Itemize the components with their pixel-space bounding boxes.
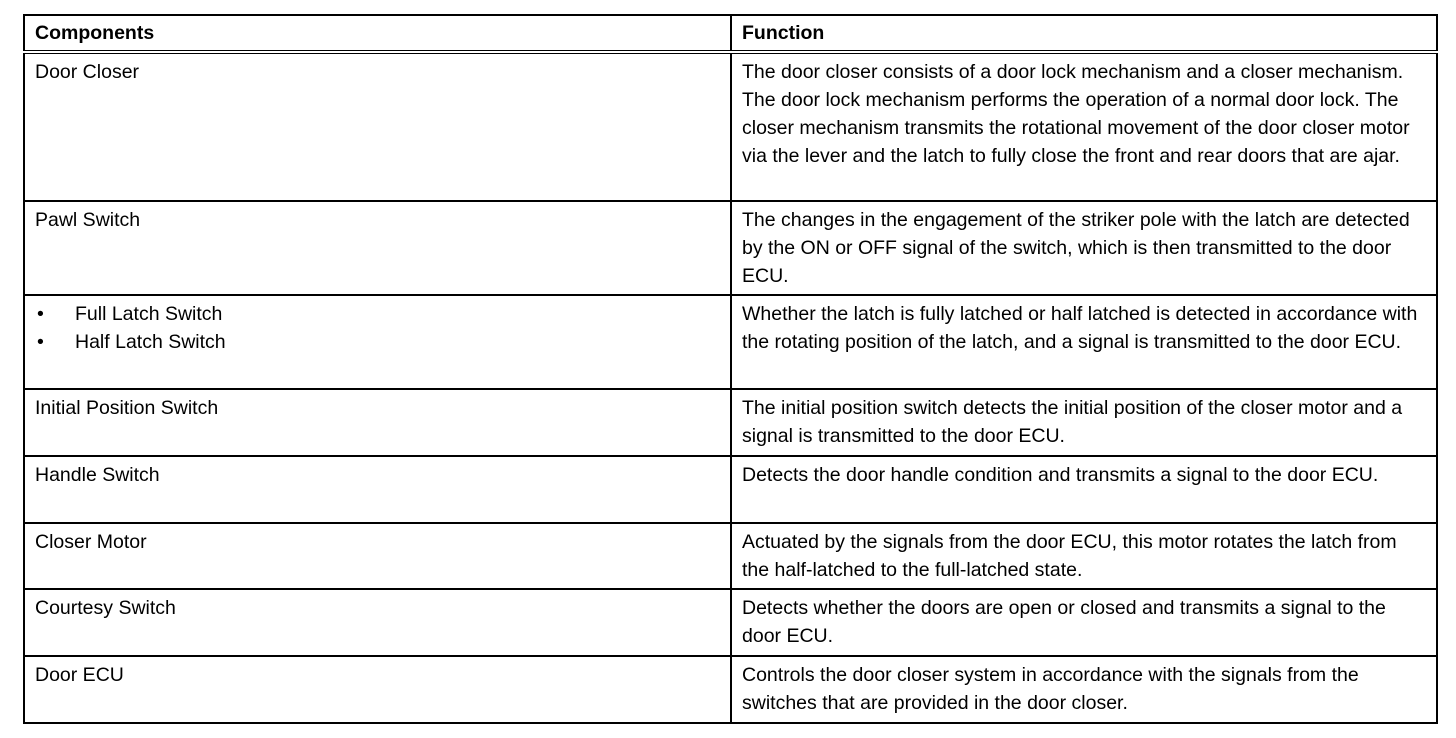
table-row [24,201,1437,295]
table-row [24,523,1437,589]
function-cell: The initial position switch detects the initial position of the closer motor and a signal is transmitted to the door ECU. [731,389,1437,456]
function-cell: Whether the latch is fully latched or half latched is detected in accordance with the rotating position of the latch, and a signal is transmitted to the door ECU. [731,295,1437,389]
component-cell: Courtesy Switch [24,589,731,656]
function-cell: Detects whether the doors are open or closed and transmits a signal to the door ECU. [731,589,1437,656]
list-item: • Half Latch Switch [35,328,720,356]
table-row [24,295,1437,389]
function-cell: The door closer consists of a door lock mechanism and a closer mechanism. The door lock mechanism performs the operation of a normal door lock. The closer mechanism transmits the rotational movement of the door closer motor via the lever and the latch to fully close the front and rear doors that are ajar. [731,52,1437,201]
header-function: Function [731,15,1437,52]
header-components: Components [24,15,731,52]
function-cell: Controls the door closer system in accordance with the signals from the switches that are provided in the door closer. [731,656,1437,723]
component-cell: Closer Motor [24,523,731,589]
component-bullet-list [35,300,720,356]
component-cell [24,295,731,389]
component-cell: Pawl Switch [24,201,731,295]
component-cell: Handle Switch [24,456,731,523]
component-cell: Door ECU [24,656,731,723]
table-header-row [24,15,1437,52]
components-function-table [23,14,1438,724]
component-cell: Initial Position Switch [24,389,731,456]
table-row [24,389,1437,456]
table-row [24,656,1437,723]
table-row [24,589,1437,656]
function-cell: Actuated by the signals from the door ECU, this motor rotates the latch from the half-latched to the full-latched state. [731,523,1437,589]
list-item: • Full Latch Switch [35,300,720,328]
component-cell: Door Closer [24,52,731,201]
function-cell: Detects the door handle condition and transmits a signal to the door ECU. [731,456,1437,523]
table-row [24,52,1437,201]
function-cell: The changes in the engagement of the striker pole with the latch are detected by the ON or OFF signal of the switch, which is then transmitted to the door ECU. [731,201,1437,295]
table-row [24,456,1437,523]
